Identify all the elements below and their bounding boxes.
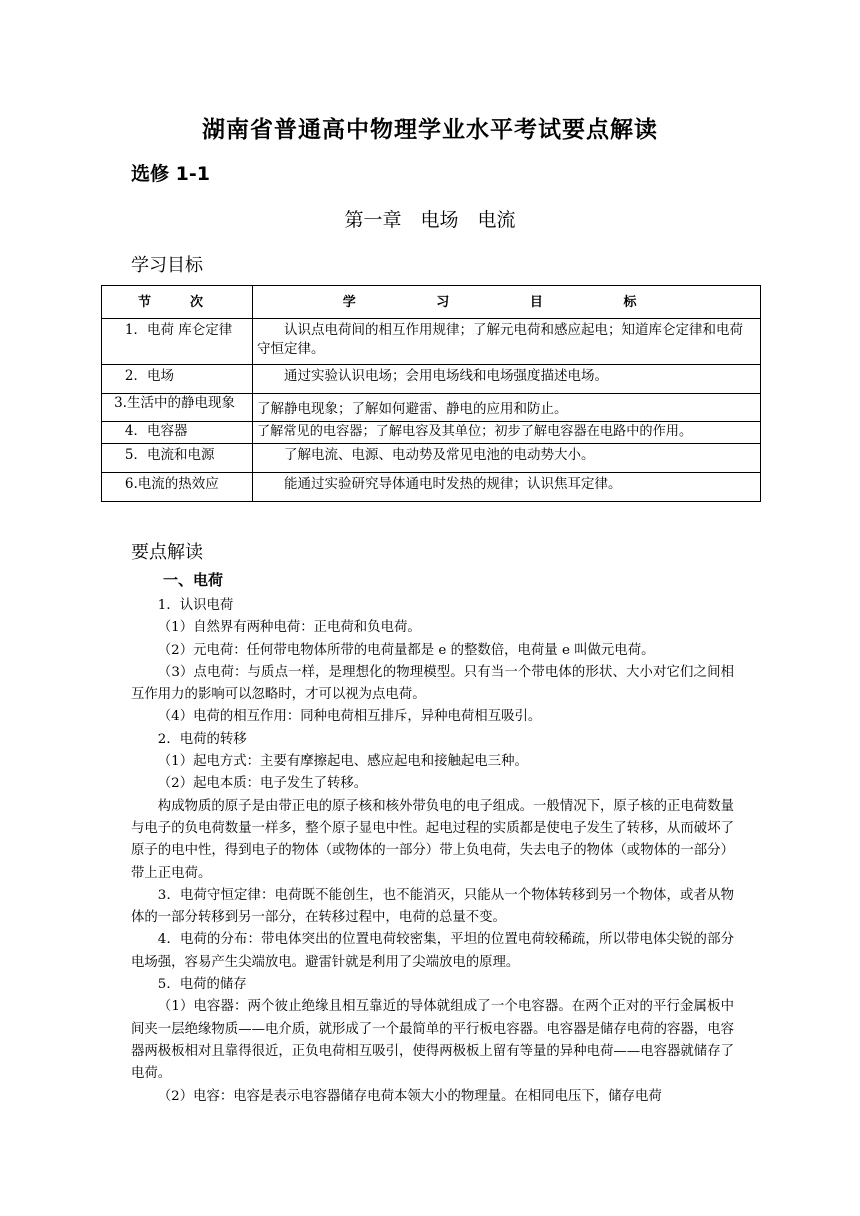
goals-heading: 学习目标 [131, 255, 203, 276]
section-cell: 5．电流和电源 [102, 444, 253, 473]
paragraph: （1）起电方式：主要有摩擦起电、感应起电和接触起电三种。 [157, 754, 528, 770]
header-goal: 学 习 目 标 [253, 286, 761, 319]
goal-cell: 了解静电现象；了解如何避雷、静电的应用和防止。 [253, 394, 761, 422]
table-row [102, 444, 761, 473]
table-row [102, 422, 761, 444]
section-cell: 2．电场 [102, 365, 253, 394]
paragraph: （2）起电本质：电子发生了转移。 [157, 776, 368, 792]
section-cell: 4．电容器 [102, 422, 253, 444]
goal-cell: 能通过实验研究导体通电时发热的规律；认识焦耳定律。 [253, 473, 761, 502]
header-section: 节 次 [102, 286, 253, 319]
paragraph: 5．电荷的储存 [157, 977, 247, 993]
section-cell: 6.电流的热效应 [102, 473, 253, 502]
goal-cell: 认识点电荷间的相互作用规律；了解元电荷和感应起电；知道库仑定律和电荷守恒定律。 [253, 319, 761, 365]
paragraph: （2）电容：电容是表示电容器储存电荷本领大小的物理量。在相同电压下，储存电荷 [157, 1088, 662, 1104]
body-text [131, 595, 734, 1108]
paragraph: 3．电荷守恒定律：电荷既不能创生，也不能消灭，只能从一个物体转移到另一个物体，或者从物体的一部分转移到另一部分，在转移过程中，电荷的总量不变。 [131, 887, 734, 926]
section-cell: 1．电荷 库仑定律 [102, 319, 253, 365]
chapter-title: 第一章 电场 电流 [344, 209, 516, 231]
module-label: 选修 1-1 [131, 163, 210, 185]
goal-cell: 了解常见的电容器；了解电容及其单位；初步了解电容器在电路中的作用。 [253, 422, 761, 444]
paragraph: （3）点电荷：与质点一样，是理想化的物理模型。只有当一个带电体的形状、大小对它们之间相互作用力的影响可以忽略时，才可以视为点电荷。 [131, 664, 734, 703]
table-row [102, 394, 761, 422]
paragraph: （1）电容器：两个彼止绝缘且相互靠近的导体就组成了一个电容器。在两个正对的平行金属板中间夹一层绝缘物质——电介质，就形成了一个最简单的平行板电容器。电容器是储存电荷的容器，电容器两极板相对且靠得很近，正负电荷相互吸引，使得两极板上留有等量的异种电荷——电容器就储存了电荷。 [131, 999, 734, 1082]
table-row [102, 319, 761, 365]
document-title: 湖南省普通高中物理学业水平考试要点解读 [202, 117, 658, 143]
paragraph: 4．电荷的分布：带电体突出的位置电荷较密集，平坦的位置电荷较稀疏，所以带电体尖锐的部分电场强，容易产生尖端放电。避雷针就是利用了尖端放电的原理。 [131, 932, 734, 970]
table-row [102, 365, 761, 394]
section-title: 一、电荷 [163, 571, 224, 589]
paragraph: （4）电荷的相互作用：同种电荷相互排斥，异种电荷相互吸引。 [157, 709, 542, 725]
paragraph: 1．认识电荷 [157, 598, 234, 613]
paragraph: 构成物质的原子是由带正电的原子核和核外带负电的电子组成。一般情况下，原子核的正电荷数量与电子的负电荷数量一样多，整个原子显电中性。起电过程的实质都是使电子发生了转移，从而破坏了原子的电中性，得到电子的物体（或物体的一部分）带上负电荷，失去电子的物体（或物体的一部分）带上正电荷。 [131, 798, 734, 881]
section-text: 3.生活中的静电现象 [114, 395, 235, 411]
table-header-row [102, 286, 761, 319]
section-cell [102, 394, 253, 422]
points-heading: 要点解读 [131, 542, 203, 563]
goal-cell: 通过实验认识电场；会用电场线和电场强度描述电场。 [253, 365, 761, 394]
goal-cell: 了解电流、电源、电动势及常见电池的电动势大小。 [253, 444, 761, 473]
paragraph: （1）自然界有两种电荷：正电荷和负电荷。 [157, 620, 421, 636]
table-row [102, 473, 761, 502]
paragraph: 2．电荷的转移 [157, 731, 247, 747]
paragraph: （2）元电荷：任何带电物体所带的电荷量都是 e 的整数倍，电荷量 e 叫做元电荷。 [157, 642, 655, 658]
learning-goals-table [101, 285, 761, 502]
